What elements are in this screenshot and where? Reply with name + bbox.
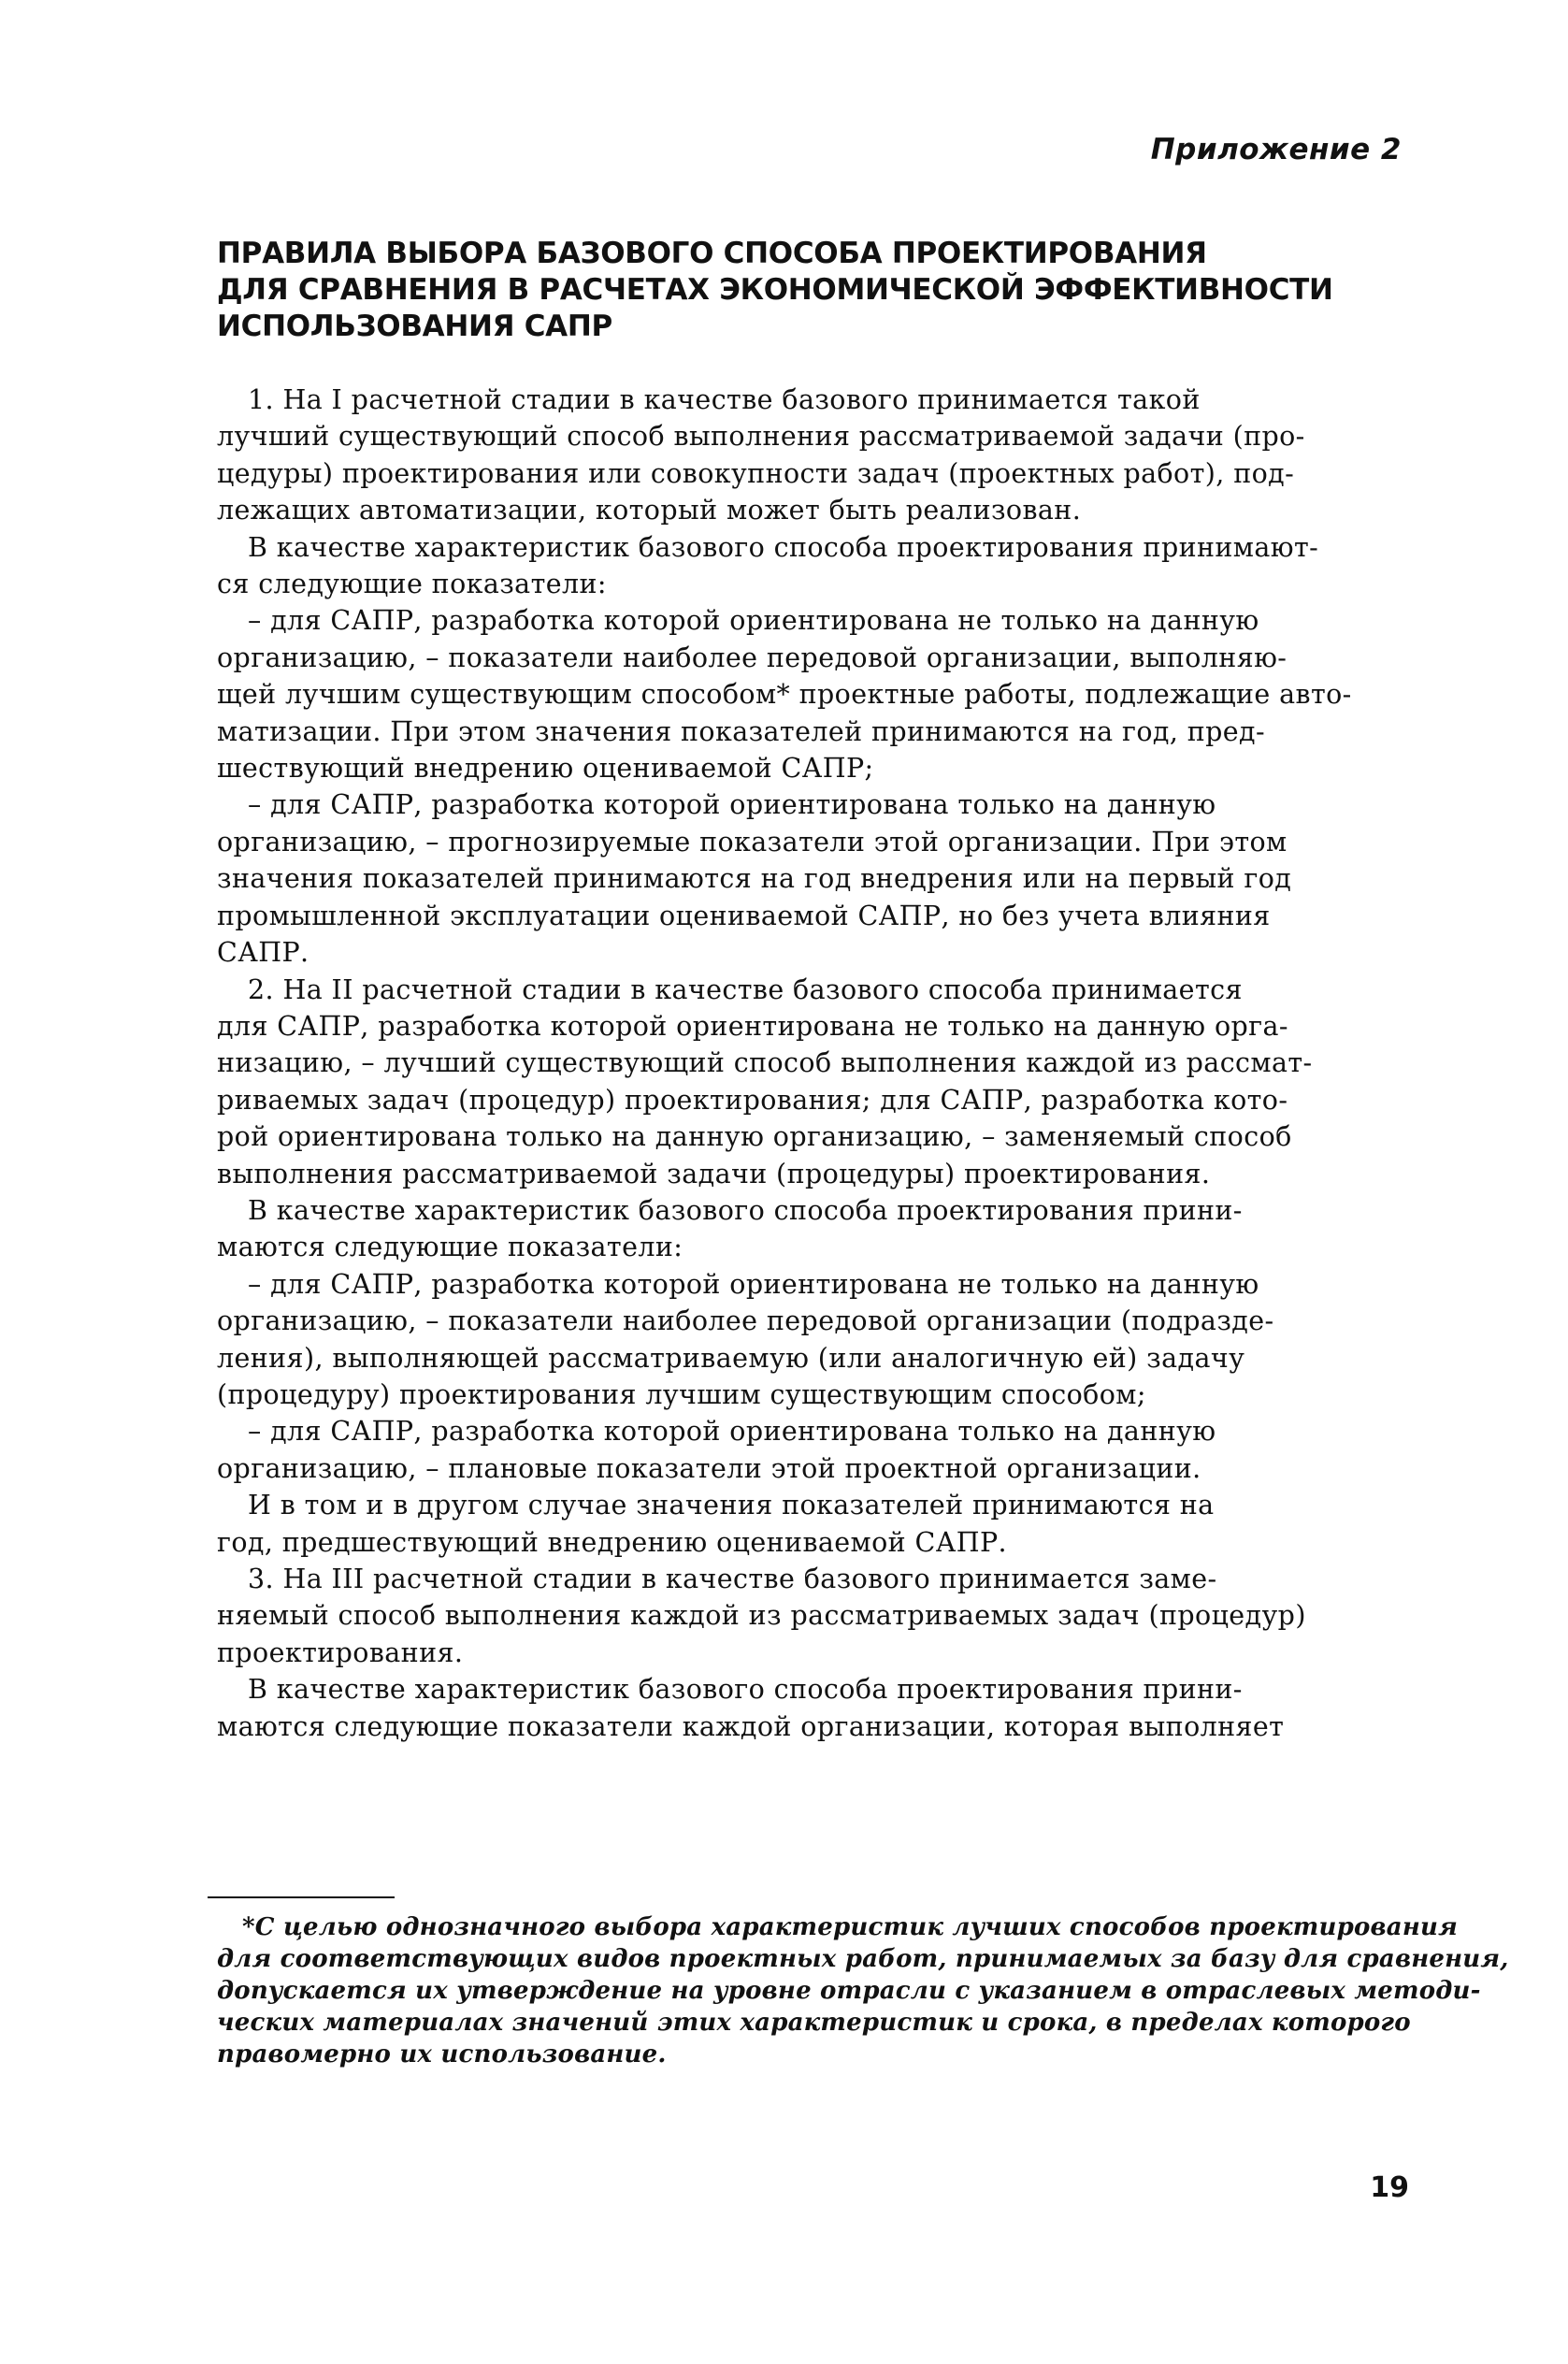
footnote-line: допускается их утверждение на уровне отрасли с указанием в отраслевых методи-	[217, 1977, 1481, 2005]
body-line: ления), выполняющей рассматриваемую (или аналогичную ей) задачу	[217, 1342, 1245, 1374]
body-line: В качестве характеристик базового способа проектирования прини-	[248, 1194, 1243, 1226]
body-line: матизации. При этом значения показателей принимаются на год, пред-	[217, 715, 1266, 747]
body-line: шествующий внедрению оцениваемой САПР;	[217, 753, 874, 785]
body-line: (процедуру) проектирования лучшим существующим способом;	[217, 1378, 1146, 1410]
document-body	[217, 382, 1406, 1745]
body-line: маются следующие показатели каждой организации, которая выполняет	[217, 1710, 1285, 1742]
body-line: организацию, – показатели наиболее передовой организации (подразде-	[217, 1305, 1274, 1337]
body-line: ся следующие показатели:	[217, 569, 607, 600]
body-line: цедуры) проектирования или совокупности задач (проектных работ), под-	[217, 457, 1295, 489]
body-line: организацию, – показатели наиболее передовой организации, выполняю-	[217, 641, 1287, 673]
body-line: организацию, – плановые показатели этой проектной организации.	[217, 1452, 1201, 1484]
appendix-label: Приложение 2	[1150, 133, 1402, 166]
body-line: рой ориентирована только на данную организацию, – заменяемый способ	[217, 1121, 1292, 1153]
body-line: И в том и в другом случае значения показателей принимаются на	[248, 1490, 1215, 1521]
body-line: организацию, – прогнозируемые показатели этой организации. При этом	[217, 826, 1287, 858]
title-line: ИСПОЛЬЗОВАНИЯ САПР	[217, 310, 612, 343]
body-line: для САПР, разработка которой ориентирована не только на данную орга-	[217, 1010, 1288, 1042]
document-title	[217, 236, 1386, 345]
body-line: В качестве характеристик базового способа проектирования принимают-	[248, 531, 1319, 563]
body-line: выполнения рассматриваемой задачи (процедуры) проектирования.	[217, 1158, 1211, 1189]
body-line: промышленной эксплуатации оцениваемой САПР, но без учета влияния	[217, 900, 1271, 931]
body-line: 3. На III расчетной стадии в качестве базового принимается заме-	[248, 1564, 1217, 1594]
title-line: ПРАВИЛА ВЫБОРА БАЗОВОГО СПОСОБА ПРОЕКТИРОВАНИЯ	[217, 237, 1207, 270]
footnote-line: правомерно их использование.	[217, 2040, 667, 2068]
body-line: значения показателей принимаются на год внедрения или на первый год	[217, 863, 1292, 895]
body-line: – для САПР, разработка которой ориентирована только на данную	[248, 789, 1216, 821]
body-line: год, предшествующий внедрению оцениваемой САПР.	[217, 1526, 1008, 1558]
body-line: риваемых задач (процедур) проектирования; для САПР, разработка кото-	[217, 1084, 1288, 1116]
body-line: – для САПР, разработка которой ориентирована только на данную	[248, 1416, 1216, 1448]
body-line: 1. На I расчетной стадии в качестве базового принимается такой	[248, 384, 1201, 415]
body-line: маются следующие показатели:	[217, 1232, 683, 1263]
footnote-line: ческих материалах значений этих характеристик и срока, в пределах которого	[217, 2009, 1411, 2037]
body-line: – для САПР, разработка которой ориентирована не только на данную	[248, 605, 1259, 637]
body-line: В качестве характеристик базового способа проектирования прини-	[248, 1674, 1243, 1706]
body-line: щей лучшим существующим способом* проектные работы, подлежащие авто-	[217, 679, 1352, 711]
title-line: ДЛЯ СРАВНЕНИЯ В РАСЧЕТАХ ЭКОНОМИЧЕСКОЙ ЭФФЕКТИВНОСТИ	[217, 273, 1333, 307]
body-line: низацию, – лучший существующий способ выполнения каждой из рассмат-	[217, 1047, 1313, 1079]
body-line: САПР.	[217, 937, 309, 969]
body-line: проектирования.	[217, 1636, 464, 1668]
footnote-divider	[208, 1896, 395, 1898]
body-line: лучший существующий способ выполнения рассматриваемой задачи (про-	[217, 421, 1305, 453]
body-line: лежащих автоматизации, который может быть реализован.	[217, 495, 1082, 526]
body-line: няемый способ выполнения каждой из рассматриваемых задач (процедур)	[217, 1600, 1306, 1632]
page-number: 19	[1370, 2171, 1409, 2204]
body-line: – для САПР, разработка которой ориентирована не только на данную	[248, 1268, 1259, 1300]
footnote-line: *С целью однозначного выбора характеристик лучших способов проектирования	[242, 1913, 1458, 1941]
footnote	[217, 1911, 1509, 2070]
body-line: 2. На II расчетной стадии в качестве базового способа принимается	[248, 973, 1243, 1005]
footnote-line: для соответствующих видов проектных работ, принимаемых за базу для сравнения,	[217, 1945, 1509, 1973]
